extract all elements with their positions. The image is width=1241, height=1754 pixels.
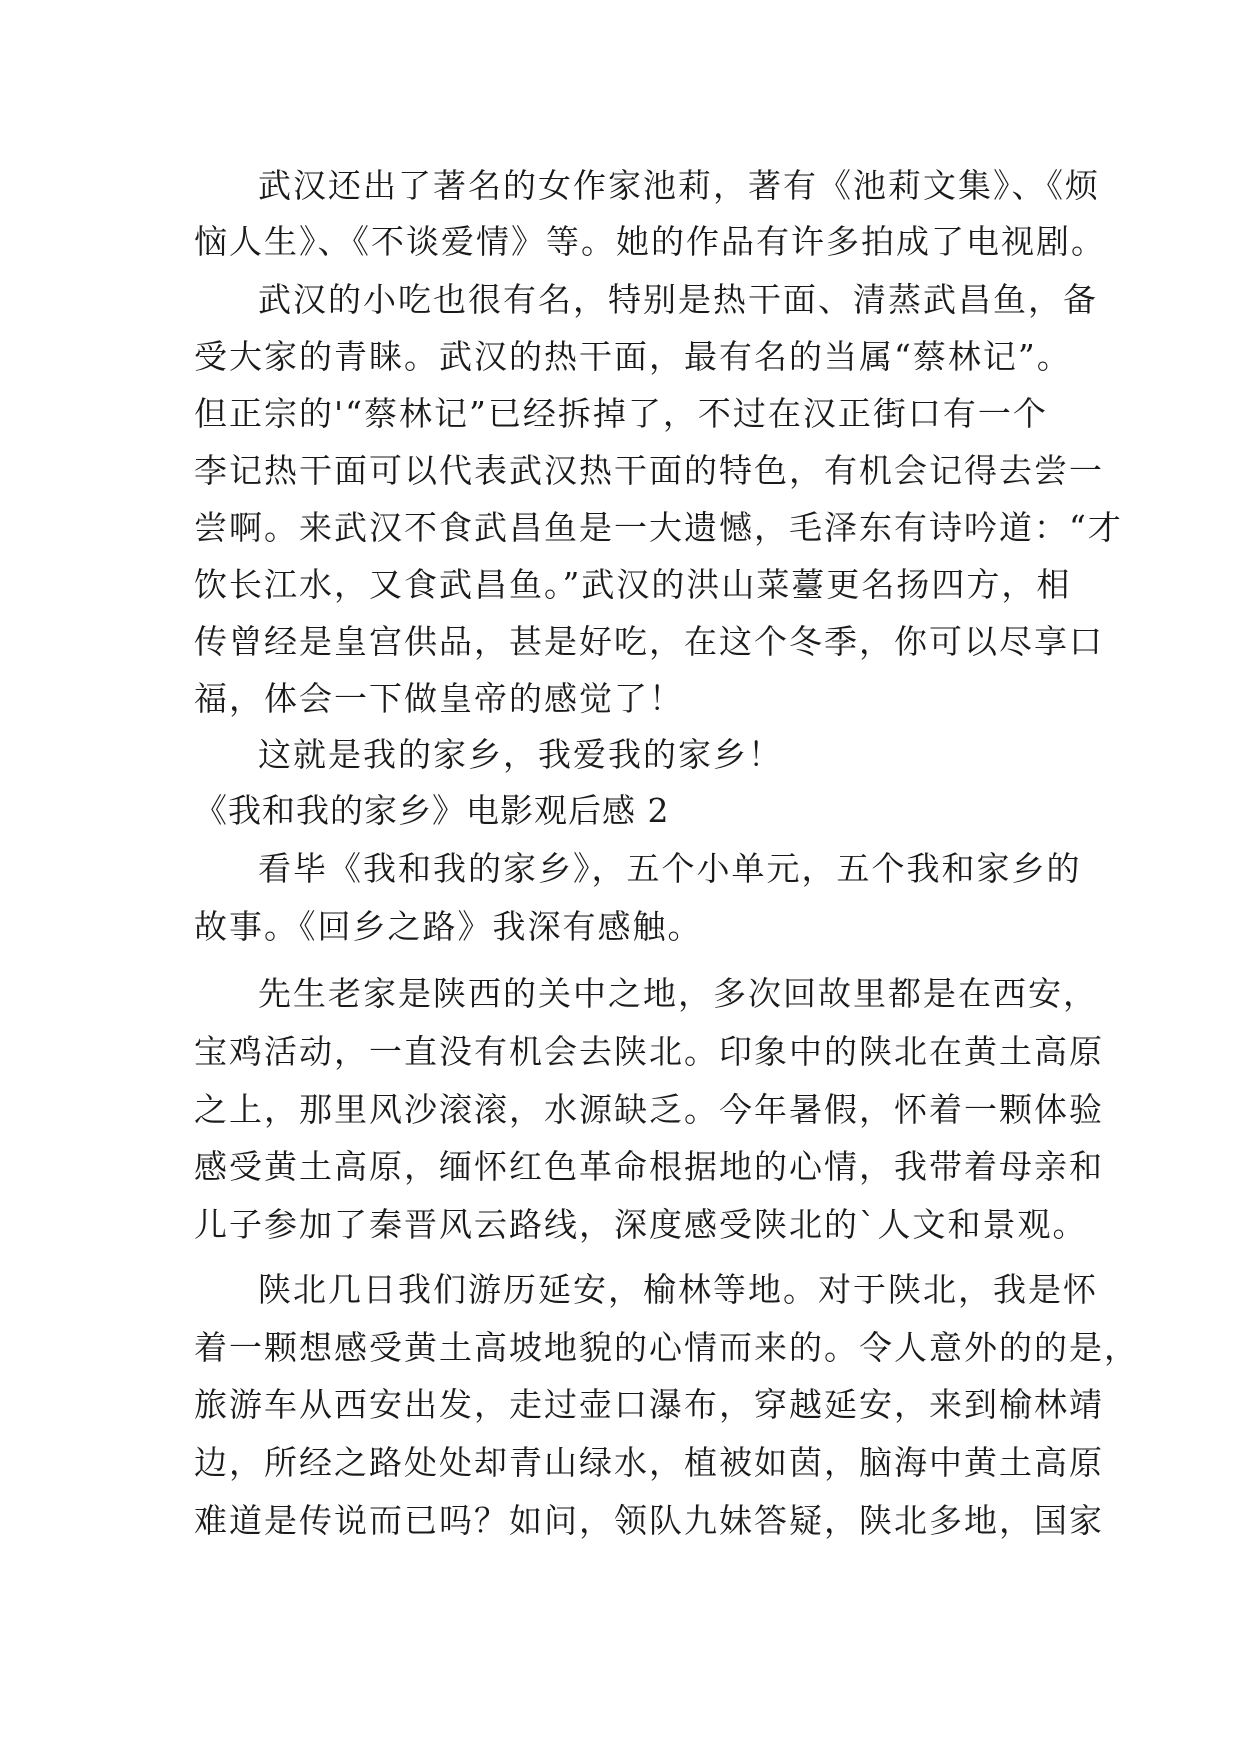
text-line: 儿子参加了秦晋风云路线，深度感受陕北的`人文和景观。: [194, 1205, 1088, 1244]
section-heading: 《我和我的家乡》电影观后感 2: [194, 791, 670, 830]
text-line: 故事。《回乡之路》我深有感触。: [194, 907, 703, 946]
text-line: 受大家的青睐。武汉的热干面，最有名的当属“蔡林记”。: [194, 337, 1072, 376]
text-line: 感受黄土高原，缅怀红色革命根据地的心情，我带着母亲和: [194, 1147, 1104, 1186]
text-line: 宝鸡活动，一直没有机会去陕北。印象中的陕北在黄土高原: [194, 1032, 1104, 1071]
text-line: 李记热干面可以代表武汉热干面的特色，有机会记得去尝一: [194, 451, 1104, 490]
text-line: 边，所经之路处处却青山绿水，植被如茵，脑海中黄土高原: [194, 1443, 1104, 1482]
text-line: 之上，那里风沙滚滚，水源缺乏。今年暑假，怀着一颗体验: [194, 1090, 1104, 1129]
text-line: 陕北几日我们游历延安，榆林等地。对于陕北，我是怀: [258, 1270, 1098, 1309]
text-line: 武汉还出了著名的女作家池莉，著有《池莉文集》、《烦: [258, 166, 1100, 205]
text-line: 这就是我的家乡，我爱我的家乡！: [258, 735, 783, 774]
text-line: 福，体会一下做皇帝的感觉了！: [194, 679, 684, 718]
text-line: 武汉的小吃也很有名，特别是热干面、清蒸武昌鱼，备: [258, 280, 1098, 319]
text-line: 看毕《我和我的家乡》，五个小单元，五个我和家乡的: [258, 849, 1082, 888]
text-line: 难道是传说而已吗？如问，领队九妹答疑，陕北多地，国家: [194, 1501, 1104, 1540]
text-line: 着一颗想感受黄土高坡地貌的心情而来的。令人意外的的是，: [194, 1328, 1139, 1367]
text-line: 传曾经是皇宫供品，甚是好吃，在这个冬季，你可以尽享口: [194, 622, 1104, 661]
text-line: 先生老家是陕西的关中之地，多次回故里都是在西安，: [258, 974, 1098, 1013]
text-line: 尝啊。来武汉不食武昌鱼是一大遗憾，毛泽东有诗吟道：“才: [194, 508, 1123, 547]
text-line: 恼人生》、《不谈爱情》等。她的作品有许多拍成了电视剧。: [194, 222, 1106, 261]
text-line: 但正宗的'“蔡林记”已经拆掉了，不过在汉正街口有一个: [194, 394, 1048, 433]
text-line: 饮长江水，又食武昌鱼。”武汉的洪山菜薹更名扬四方，相: [194, 565, 1072, 604]
text-line: 旅游车从西安出发，走过壶口瀑布，穿越延安，来到榆林靖: [194, 1385, 1104, 1424]
